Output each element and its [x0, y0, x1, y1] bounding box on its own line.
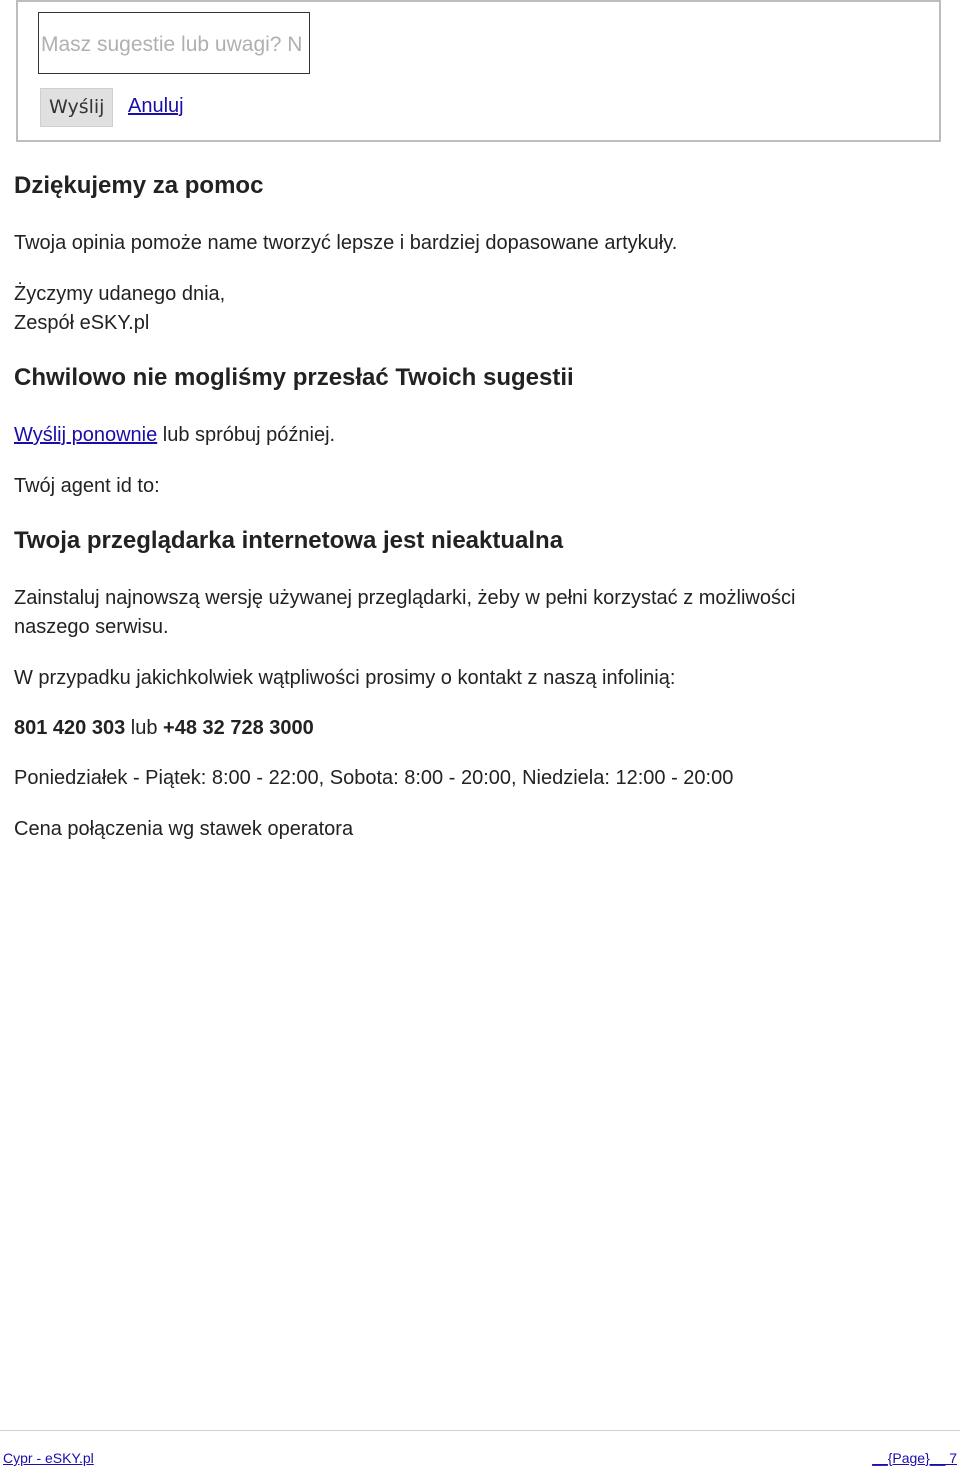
phone-separator: lub	[125, 717, 164, 739]
call-cost: Cena połączenia wg stawek operatora	[14, 818, 354, 840]
send-button[interactable]: Wyślij	[40, 88, 113, 127]
phone-number-1: 801 420 303	[14, 717, 126, 739]
error-resend-line	[14, 421, 335, 450]
agent-id-label: Twój agent id to:	[14, 475, 160, 497]
footer-divider	[0, 1430, 960, 1431]
footer-title-link[interactable]: Cypr - eSKY.pl	[3, 1450, 94, 1466]
feedback-input[interactable]	[38, 12, 310, 74]
opening-hours: Poniedziałek - Piątek: 8:00 - 22:00, Sobota: 8:00 - 20:00, Niedziela: 12:00 - 20:00	[14, 767, 734, 789]
thanks-greeting: Życzymy udanego dnia,	[14, 283, 226, 305]
browser-outdated-title: Twoja przeglądarka internetowa jest nieaktualna	[14, 527, 564, 554]
error-title: Chwilowo nie mogliśmy przesłać Twoich sugestii	[14, 364, 574, 391]
phone-number-2: +48 32 728 3000	[163, 717, 314, 739]
thanks-signature: Zespół eSKY.pl	[14, 312, 150, 334]
thanks-body: Twoja opinia pomoże name tworzyć lepsze i bardziej dopasowane artykuły.	[14, 232, 678, 254]
footer-page-number[interactable]: __{Page}__ 7	[872, 1450, 957, 1466]
phone-line	[14, 714, 314, 743]
contact-text: W przypadku jakichkolwiek wątpliwości prosimy o kontakt z naszą infolinią:	[14, 667, 676, 689]
browser-update-line2: naszego serwisu.	[14, 616, 169, 638]
resend-suffix: lub spróbuj później.	[157, 424, 336, 446]
cancel-link[interactable]: Anuluj	[128, 95, 184, 117]
feedback-form	[16, 0, 941, 142]
thanks-title: Dziękujemy za pomoc	[14, 172, 264, 199]
browser-update-line1: Zainstaluj najnowszą wersję używanej przeglądarki, żeby w pełni korzystać z możliwości	[14, 587, 796, 609]
resend-link[interactable]: Wyślij ponownie	[14, 424, 158, 446]
